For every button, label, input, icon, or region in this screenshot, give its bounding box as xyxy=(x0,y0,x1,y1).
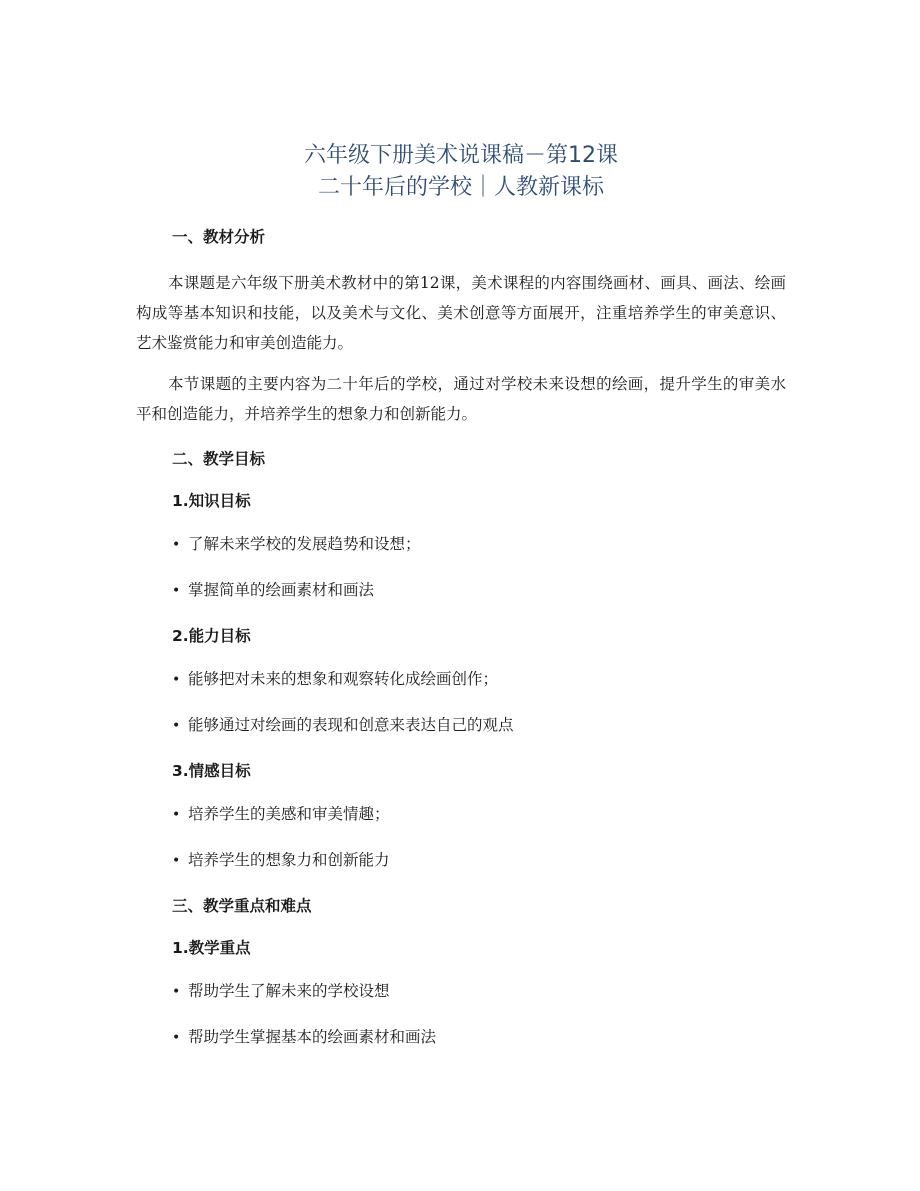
paragraph-textbook-analysis-2: 本节课题的主要内容为二十年后的学校，通过对学校未来设想的绘画，提升学生的审美水平和创造能力，并培养学生的想象力和创新能力。 xyxy=(136,375,786,423)
paragraph-textbook-analysis-1: 本课题是六年级下册美术教材中的第12课，美术课程的内容围绕画材、画具、画法、绘画构成等基本知识和技能，以及美术与文化、美术创意等方面展开，注重培养学生的审美意识、艺术鉴赏能力和审美创造能力。 xyxy=(136,274,786,352)
bullet-icon: • xyxy=(172,583,181,599)
list-item xyxy=(172,579,786,602)
document-page xyxy=(136,140,786,1072)
list-item-text: 了解未来学校的发展趋势和设想； xyxy=(188,535,421,553)
bullet-icon: • xyxy=(172,1030,181,1046)
bullet-icon: • xyxy=(172,718,181,734)
title-line-1: 六年级下册美术说课稿－第12课 xyxy=(304,143,618,168)
list-item-text: 培养学生的美感和审美情趣； xyxy=(188,805,390,823)
subheading-emotional-goals: 3.情感目标 xyxy=(172,762,251,780)
list-item-text: 帮助学生了解未来的学校设想 xyxy=(188,982,390,1000)
list-item xyxy=(172,980,786,1003)
list-item xyxy=(172,668,786,691)
list-item-text: 能够把对未来的想象和观察转化成绘画创作； xyxy=(188,670,499,688)
title-line-2: 二十年后的学校｜人教新课标 xyxy=(317,175,604,200)
bullet-icon: • xyxy=(172,537,181,553)
list-item xyxy=(172,1026,786,1049)
list-item-text: 培养学生的想象力和创新能力 xyxy=(188,851,390,869)
list-item-text: 能够通过对绘画的表现和创意来表达自己的观点 xyxy=(188,716,514,734)
bullet-icon: • xyxy=(172,672,181,688)
list-item xyxy=(172,849,786,872)
list-item xyxy=(172,714,786,737)
document-title xyxy=(136,140,786,204)
bullet-icon: • xyxy=(172,853,181,869)
list-item xyxy=(172,533,786,556)
list-item xyxy=(172,803,786,826)
subheading-knowledge-goals: 1.知识目标 xyxy=(172,492,251,510)
list-item-text: 帮助学生掌握基本的绘画素材和画法 xyxy=(188,1028,437,1046)
section-heading-textbook-analysis: 一、教材分析 xyxy=(172,228,266,246)
section-heading-key-points: 三、教学重点和难点 xyxy=(172,897,312,915)
bullet-icon: • xyxy=(172,984,181,1000)
section-heading-teaching-goals: 二、教学目标 xyxy=(172,450,266,468)
bullet-icon: • xyxy=(172,807,181,823)
list-item-text: 掌握简单的绘画素材和画法 xyxy=(188,581,375,599)
subheading-teaching-focus: 1.教学重点 xyxy=(172,939,251,957)
subheading-ability-goals: 2.能力目标 xyxy=(172,627,251,645)
